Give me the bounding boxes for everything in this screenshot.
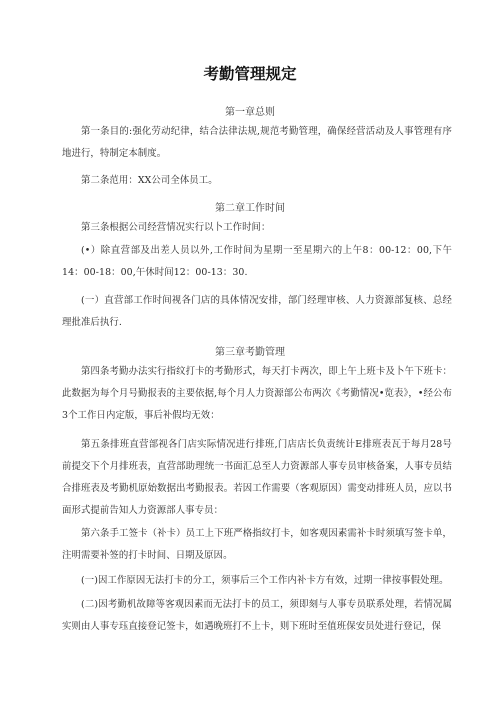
chapter-heading-3: 第三章考勤管理 [215,347,285,358]
article-3: 第三条根据公司经营情况实行以卜工作时间： [81,222,271,233]
chapter-heading-1: 第一章总则 [225,107,275,118]
article-3-item-1: (•）除直营部及出差人员以外,工作时间为星期一至星期六的上午8：00-12：00,下午14：00-18：00,午休时间12：00-13：30. [62,245,452,278]
chapter-heading-2: 第二章工作时间 [215,203,285,214]
article-6-item-1: (一)因工作原因无法打卡的分工，须事后三个工作内补卡方有效，过期一律按事假处理。 [81,575,449,586]
article-3-item-2: (一）直营部工作时间视各门店的具体情况安排，部门经理审核、人力资源部复核、总经理批准后执行. [62,295,452,328]
article-5: 第五条排班直营部视各门店实际情况进行排班,门店店长负责统计E排班表瓦于每月28号前提交下个月排班表，直营部助理统一书面汇总至人力资源部人事专员审核备案，人事专员结合排班表及考勤机原始数据出考勤报表。若因工作需要（客观原因）需变动排班人员，应以书面形式提前告知人力资源部人事专员： [62,439,452,516]
article-6-item-2: (二)因考勤机故障等客观因素而无法打卡的员工，须即刻与人事专员联系处理，若情况属实则由人事专珏直接登记签卡，如遇晚班打不上卡，则下班时至值班保安员处进行登记，保 [62,599,452,632]
document-title: 考勤管理规定 [203,65,297,83]
article-2: 第二条范用：XX公司全体员工。 [81,175,218,186]
article-6: 第六条手工签卡（补卡）员工上下班严格指纹打卡，如客观因素需补卡时须填写签卡单，注明需要补签的打卡时间、日期及原因。 [62,528,452,561]
article-4: 第四条考勤办法实行指纹打卡的考勤形式，每天打卡两次，即上午上班卡及卜午下班卡：此数据为每个月号勤报表的主要依据,每个月人力资源部公布两次《考勤情况•览表》，•经公布3个工作日内定版，事后补假均无效： [62,366,452,421]
article-1: 第一条目的:强化劳动纪律，结合法律法规,规范考勤管理，确保经营活动及人事管理有序地进行，特制定本制度。 [62,126,452,159]
